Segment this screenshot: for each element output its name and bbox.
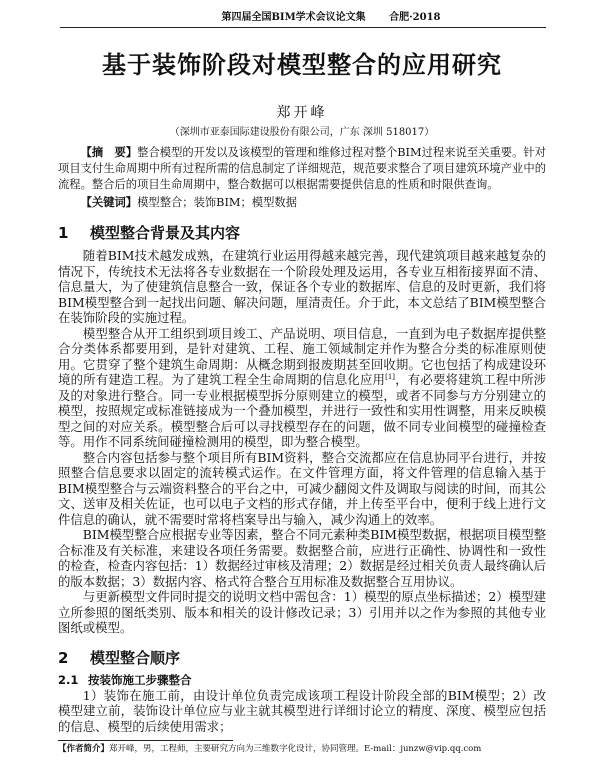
section-1-body: [58, 248, 546, 636]
affiliation: （深圳市亚泰国际建设股份有限公司，广东 深圳 518017）: [169, 127, 435, 138]
keywords: [58, 195, 546, 211]
paragraph: 随着BIM技术越发成熟，在建筑行业运用得越来越完善，现代建筑项目越来越复杂的情况下，传统技术无法将各专业数据在一个阶段处理及运用，各专业互相衔接界面不清、信息量大，为了使建筑信息整合一致，保证各个专业的数据库、信息的及时更新，我们将BIM模型整合到一起找出问题、解决问题，厘清责任。介于此，本文总结了BIM模型整合在装饰阶段的实施过程。: [58, 248, 546, 325]
paragraph: BIM模型整合应根据专业等因素，整合不同元素种类BIM模型数据，根据项目模型整合标准及有关标准，来建设各项任务需要。数据整合前，应进行正确性、协调性和一致性的检查，检查内容包括：1）数据经过审核及清理；2）数据是经过相关负责人最终确认后的版本数据；3）数据内容、格式符合整合互用标准及数据整合互用协议。: [58, 527, 546, 589]
citation[interactable]: [1]: [385, 372, 396, 381]
location-year: 合肥·2018: [389, 12, 441, 23]
paragraph-text: 模型整合从开工组织到项目竣工、产品说明、项目信息，一直到为电子数据库提供整合分类体系都要用到，是针对建筑、工程、施工领域制定并作为整合分类的标准原则使用。它贯穿了整个建筑生命周期：从概念期到报废期甚至回收期。它也包括了构成建设环境的所有建造工程。为了建筑工程全生命周期的信息化应用: [58, 325, 546, 387]
keywords-label: 【关键词】: [80, 196, 138, 209]
footnote-rule: [58, 740, 233, 741]
section-1-heading: [58, 223, 546, 243]
paragraph: 1）装饰在施工前，由设计单位负责完成该项工程设计阶段全部的BIM模型；2）改模型建立前，装饰设计单位应与业主就其模型进行详细讨论立的精度、深度、模型应包括的信息、模型的后续使用需求；: [58, 687, 546, 734]
section-2-heading: [58, 648, 546, 668]
proceedings-name: 第四届全国BIM学术会议论文集: [221, 12, 366, 23]
subsection-number: 2.1: [58, 672, 79, 687]
author-footnote: [58, 744, 546, 755]
author: 郑开峰: [276, 105, 328, 121]
abstract-label: 【摘 要】: [80, 146, 138, 159]
abstract-text: 整合模型的开发以及该模型的管理和维修过程对整个BIM过程来说至关重要。针对项目支付生命周期中所有过程所需的信息制定了详细规范，规范要求整合了项目建筑环境产业中的流程。整合后的项目生命周期中，整合数据可以根据需要提供信息的性质和时限供查询。: [58, 146, 546, 191]
paper-title: 基于装饰阶段对模型整合的应用研究: [102, 51, 502, 79]
running-header: [0, 8, 600, 23]
paragraph-text: ，有必要将建筑工程中所涉及的对象进行整合。同一专业根据模型拆分原则建立的模型，或者不同参与方分别建立的模型，按照规定或标准链接成为一个叠加模型，并进行一致性和实用性调整，用来反映模型之间的对应关系。模型整合后可以寻找模型存在的问题，做不同专业间模型的碰撞检查等。用作不同系统间碰撞检测用的模型，即为整合模型。: [58, 372, 547, 449]
subsection-title: 按装饰施工步骤整合: [88, 672, 192, 687]
paragraph: 与更新模型文件同时提交的说明文档中需包含：1）模型的原点坐标描述；2）模型建立所参照的图纸类别、版本和相关的设计修改记录；3）引用并以之作为参照的其他专业图纸或模型。: [58, 589, 546, 635]
subsection-2-1-heading: [58, 673, 546, 688]
subsection-2-1-body: [58, 688, 546, 735]
paragraph: [58, 326, 546, 450]
paragraph: 整合内容包括参与整个项目所有BIM资料，整合交流都应在信息协同平台进行，并按照整合信息要求以固定的流转模式运作。在文件管理方面，将文件管理的信息输入基于BIM模型整合与云端资料整合的平台之中，可减少翻阅文件及调取与阅读的时间，而其公文、送审及相关佐证，也可以电子文档的形式存储，并上传至平台中，便利于线上进行文件信息的确认，就不需要时常将档案导出与输入，减少沟通上的效率。: [58, 449, 546, 527]
keywords-text: 模型整合；装饰BIM；模型数据: [137, 196, 297, 209]
abstract: [58, 145, 546, 193]
section-title: 模型整合顺序: [90, 648, 181, 667]
header-rule: [60, 27, 546, 28]
section-number: 2: [58, 648, 69, 667]
footnote-text: 郑开峰，男，工程师，主要研究方向为三维数字化设计，协同管理。E-mail：junzw@vip.qq.com: [109, 744, 482, 754]
footnote-label: 【作者简介】: [58, 744, 110, 754]
section-title: 模型整合背景及其内容: [90, 224, 241, 242]
section-number: 1: [58, 224, 69, 242]
